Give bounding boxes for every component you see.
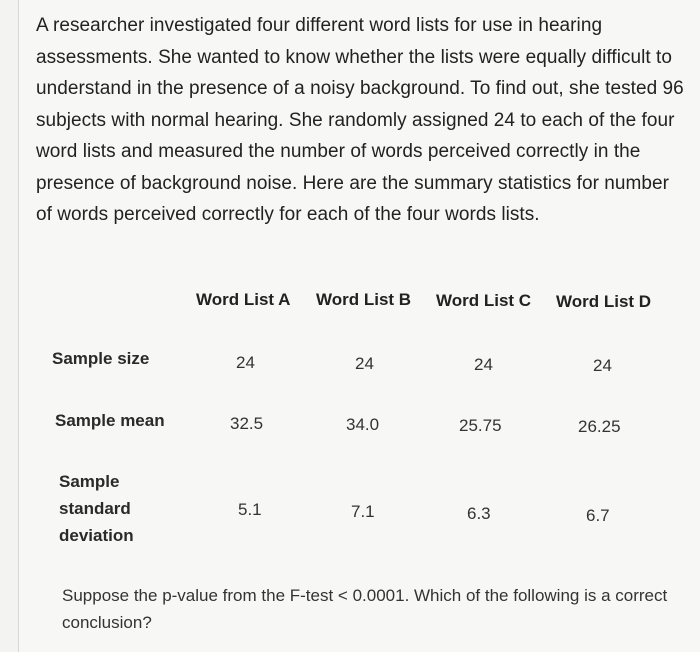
row-label-sample-standard-deviation: Sample standard deviation [59,472,134,545]
column-header-word-list-d: Word List D [556,292,652,311]
sample-sd-list-d: 6.7 [586,506,610,525]
sample-sd-list-b: 7.1 [351,502,375,521]
sample-mean-list-b: 34.0 [346,415,380,434]
sample-mean-list-c: 25.75 [459,416,502,435]
sample-sd-list-a: 5.1 [238,500,262,519]
sample-size-list-c: 24 [474,355,493,374]
sample-size-list-d: 24 [593,356,612,375]
problem-statement: A researcher investigated four different word lists for use in hearing assessments. She wanted to know whether the lists were equally difficult to understand in the presence of a noisy background. To find out, she tested 96 subjects with normal hearing. She randomly assigned 24 to each of the four word lists and measured the number of words perceived correctly in the presence of background noise. Here are the summary statistics for number of words perceived correctly for each of the four words lists. [36,15,684,225]
sample-size-list-b: 24 [355,354,374,373]
sample-mean-list-d: 26.25 [578,417,621,436]
column-header-word-list-c: Word List C [436,291,532,310]
column-header-word-list-a: Word List A [196,290,291,309]
row-label-sample-size: Sample size [52,349,150,368]
sample-mean-list-a: 32.5 [230,414,264,433]
column-header-word-list-b: Word List B [316,290,412,309]
sample-sd-list-c: 6.3 [467,504,491,523]
sample-size-list-a: 24 [236,353,255,372]
row-label-sample-mean: Sample mean [55,411,165,430]
question-prompt: Suppose the p-value from the F-test < 0.0001. Which of the following is a correct conclusion? [62,586,668,632]
